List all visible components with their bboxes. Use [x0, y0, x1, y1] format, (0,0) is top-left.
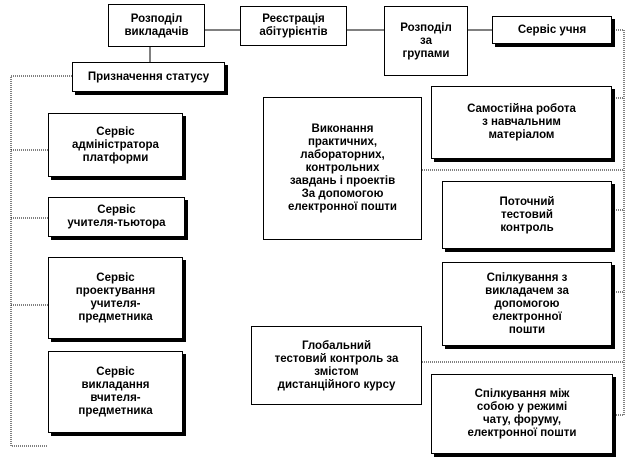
- box-servis-tiutora: Сервіс учителя-тьютора: [48, 197, 185, 237]
- right-trunk-line: [612, 30, 624, 415]
- box-spilkuvannia-mizh-soboiu: Спілкування між собою у режимі чату, форуму, електронної пошти: [431, 374, 613, 454]
- box-pryznachennia-statusu: Призначення статусу: [72, 62, 225, 92]
- box-hlobalnyi-kontrol: Глобальний тестовий контроль за змістом дистанційного курсу: [251, 326, 422, 405]
- box-servis-vykladannia: Сервіс викладання вчителя- предметника: [48, 351, 183, 433]
- box-servis-uchnia: Сервіс учня: [492, 16, 612, 44]
- box-servis-administratora: Сервіс адміністратора платформи: [48, 113, 183, 177]
- box-reiestratsiia: Реєстрація абітурієнтів: [240, 6, 347, 46]
- box-rozpodil-za-hrupamy: Розподіл за групами: [384, 6, 468, 76]
- box-servis-proektuvannia: Сервіс проектування учителя- предметника: [48, 257, 183, 339]
- box-potochnyi-kontrol: Поточний тестовий контроль: [442, 181, 612, 249]
- box-spilkuvannia-z-vykladachem: Спілкування з викладачем за допомогою електронної пошти: [442, 262, 612, 346]
- box-samostiina-robota: Самостійна робота з навчальним матеріалом: [431, 86, 612, 159]
- box-vykonannia-zavdan: Виконання практичних, лабораторних, контрольних завдань і проектів За допомогою електронної пошти: [263, 97, 422, 240]
- box-rozpodil-vykladachiv: Розподіл викладачів: [108, 4, 205, 47]
